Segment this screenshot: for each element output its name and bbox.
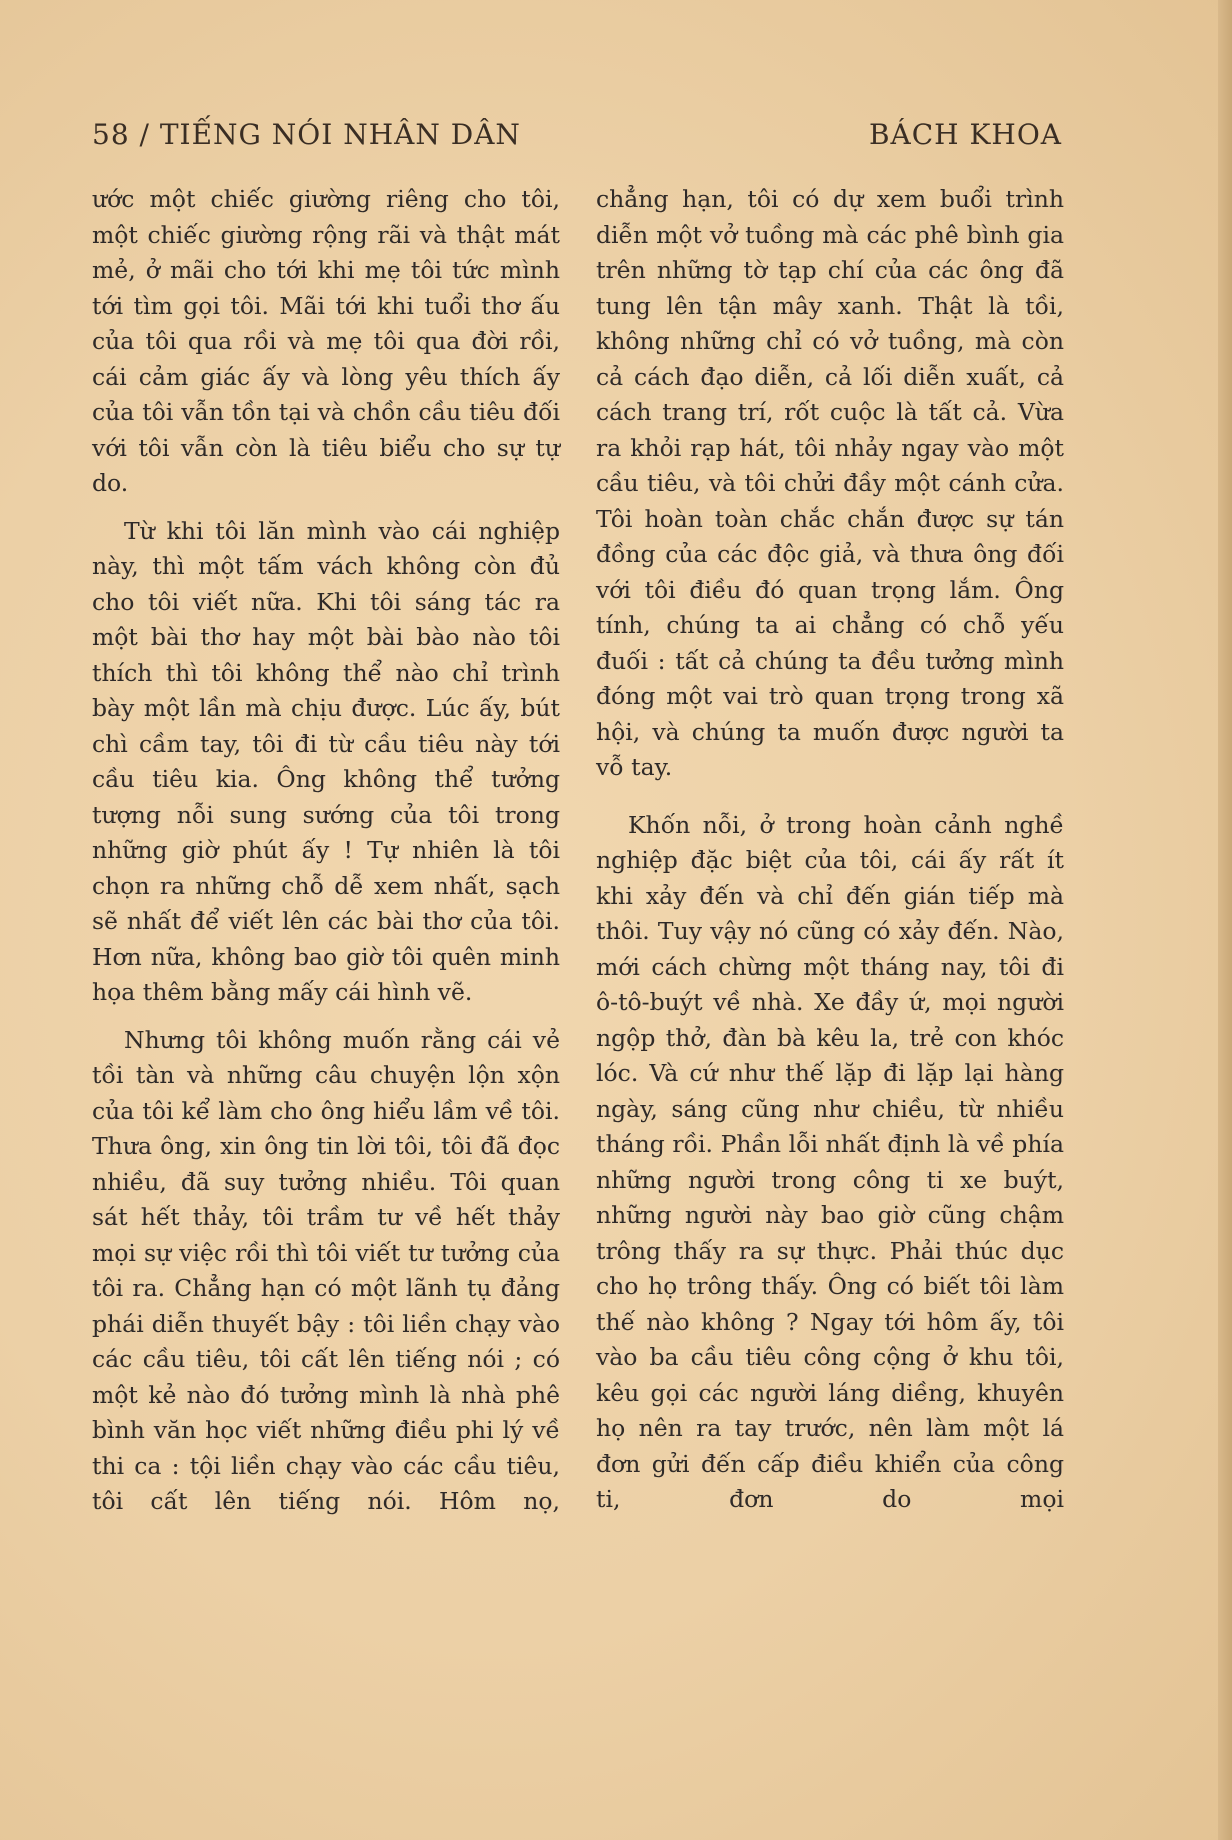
page-edge <box>1218 0 1232 1840</box>
paragraph: Từ khi tôi lăn mình vào cái nghiệp này, thì một tấm vách không còn đủ cho tôi viết nữa. Khi tôi sáng tác ra một bài thơ hay một bài bào nào tôi thích thì tôi không thể nào chỉ trình bày một lần mà chịu được. Lúc ấy, bút chì cầm tay, tôi đi từ cầu tiêu này tới cầu tiêu kia. Ông không thể tưởng tượng nỗi sung sướng của tôi trong những giờ phút ấy ! Tự nhiên là tôi chọn ra những chỗ dễ xem nhất, sạch sẽ nhất để viết lên các bài thơ của tôi. Hơn nữa, không bao giờ tôi quên minh họa thêm bằng mấy cái hình vẽ. <box>92 516 560 1006</box>
right-column <box>596 182 1064 1518</box>
running-header <box>92 118 1062 158</box>
paragraph: ước một chiếc giường riêng cho tôi, một chiếc giường rộng rãi và thật mát mẻ, ở mãi cho tới khi mẹ tôi tức mình tới tìm gọi tôi. Mãi tới khi tuổi thơ ấu của tôi qua rồi và mẹ tôi qua đời rồi, cái cảm giác ấy và lòng yêu thích ấy của tôi vẫn tồn tại và chồn cầu tiêu đối với tôi vẫn còn là tiêu biểu cho sự tự do. <box>92 185 560 497</box>
paragraph: Khốn nỗi, ở trong hoàn cảnh nghề nghiệp đặc biệt của tôi, cái ấy rất ít khi xảy đến và chỉ đến gián tiếp mà thôi. Tuy vậy nó cũng có xảy đến. Nào, mới cách chừng một tháng nay, tôi đi ô-tô-buýt về nhà. Xe đầy ứ, mọi người ngộp thở, đàn bà kêu la, trẻ con khóc lóc. Và cứ như thế lặp đi lặp lại hàng ngày, sáng cũng như chiều, từ nhiều tháng rồi. Phần lỗi nhất định là về phía những người trong công ti xe buýt, những người này bao giờ cũng chậm trông thấy ra sự thực. Phải thúc dục cho họ trông thấy. Ông có biết tôi làm thế nào không ? Ngay tới hôm ấy, tôi vào ba cầu tiêu công cộng ở khu tôi, kêu gọi các người láng diềng, khuyên họ nên ra tay trước, nên làm một lá đơn gửi đến cấp điều khiển của công ti, đơn do mọi <box>596 810 1064 1513</box>
left-column <box>92 182 560 1520</box>
header-magazine-title: BÁCH KHOA <box>868 118 1062 151</box>
header-page-and-section: 58 / TIẾNG NÓI NHÂN DÂN <box>92 118 521 151</box>
paragraph: Nhưng tôi không muốn rằng cái vẻ tồi tàn và những câu chuyện lộn xộn của tôi kể làm cho ông hiểu lầm về tôi. Thưa ông, xin ông tin lời tôi, tôi đã đọc nhiều, đã suy tưởng nhiều. Tôi quan sát hết thảy, tôi trầm tư về hết thảy mọi sự việc rồi thì tôi viết tư tưởng của tôi ra. Chẳng hạn có một lãnh tụ đảng phái diễn thuyết bậy : tôi liền chạy vào các cầu tiêu, tôi cất lên tiếng nói ; có một kẻ nào đó tưởng mình là nhà phê bình văn học viết những điều phi lý về thi ca : tội liền chạy vào các cầu tiêu, tôi cất lên tiếng nói. Hôm nọ, <box>92 1025 560 1515</box>
paragraph: chẳng hạn, tôi có dự xem buổi trình diễn một vở tuồng mà các phê bình gia trên những tờ tạp chí của các ông đã tung lên tận mây xanh. Thật là tồi, không những chỉ có vở tuồng, mà còn cả cách đạo diễn, cả lối diễn xuất, cả cách trang trí, rốt cuộc là tất cả. Vừa ra khỏi rạp hát, tôi nhảy ngay vào một cầu tiêu, và tôi chửi đầy một cánh cửa. Tôi hoàn toàn chắc chắn được sự tán đồng của các độc giả, và thưa ông đối với tôi điều đó quan trọng lắm. Ông tính, chúng ta ai chẳng có chỗ yếu đuối : tất cả chúng ta đều tưởng mình đóng một vai trò quan trọng trong xã hội, và chúng ta muốn được người ta vỗ tay. <box>596 185 1064 781</box>
